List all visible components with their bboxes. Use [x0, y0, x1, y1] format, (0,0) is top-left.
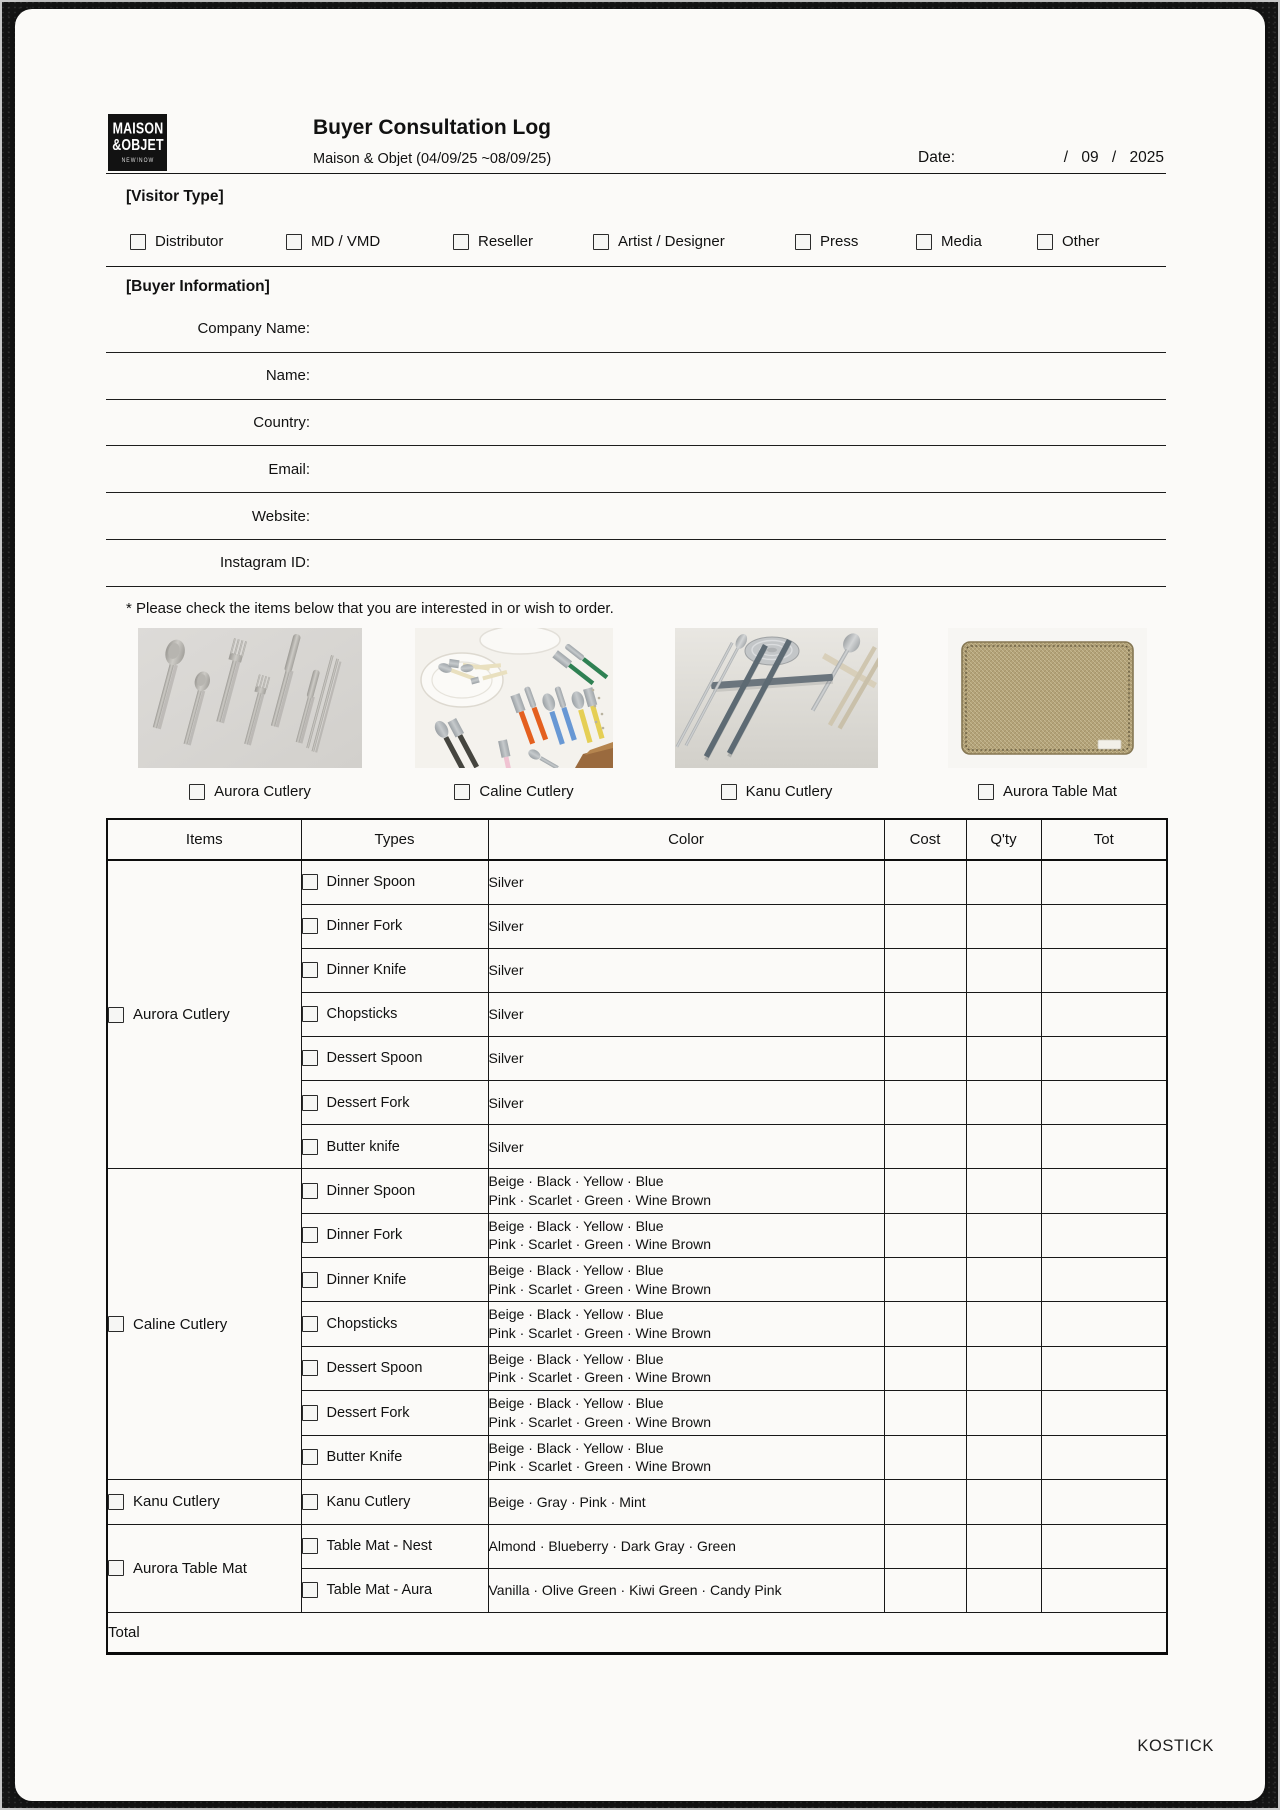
- cost-cell[interactable]: [884, 1391, 966, 1435]
- visitor-option-other[interactable]: [1037, 233, 1100, 250]
- type-dessert-fork-checkbox[interactable]: [302, 1095, 318, 1111]
- group-aurora-cutlery-checkbox[interactable]: [108, 1007, 124, 1023]
- tot-cell[interactable]: [1041, 1036, 1167, 1080]
- caline-cutlery-checkbox[interactable]: [454, 784, 470, 800]
- qty-cell[interactable]: [966, 1479, 1041, 1524]
- qty-cell[interactable]: [966, 1080, 1041, 1124]
- type-dinner-knife-checkbox[interactable]: [302, 962, 318, 978]
- type-dinner-fork-checkbox[interactable]: [302, 918, 318, 934]
- aurora-cutlery-photo: [138, 628, 362, 768]
- name-input-line[interactable]: [310, 353, 1166, 399]
- order-instructions-note: * Please check the items below that you are interested in or wish to order.: [126, 600, 614, 617]
- tot-cell[interactable]: [1041, 1213, 1167, 1257]
- cost-cell[interactable]: [884, 948, 966, 992]
- tot-cell[interactable]: [1041, 1169, 1167, 1213]
- maison-objet-logo: [108, 114, 167, 171]
- color-option-line: Silver: [488, 1006, 524, 1023]
- type-table-mat-nest-checkbox[interactable]: [302, 1538, 318, 1554]
- color-cell-dessert-fork: [488, 1391, 884, 1435]
- total-label: Total: [108, 1623, 140, 1641]
- type-cell-dinner-fork: [301, 904, 488, 948]
- buyer-field-label: Country:: [253, 413, 310, 431]
- visitor-option-label: Artist / Designer: [618, 233, 725, 250]
- visitor-option-artist-designer[interactable]: [593, 233, 725, 250]
- item-group-label: Aurora Table Mat: [133, 1559, 247, 1577]
- item-group-aurora-table-mat: [107, 1524, 301, 1612]
- item-group-label: Caline Cutlery: [133, 1315, 228, 1333]
- type-cell-dessert-spoon: [301, 1346, 488, 1390]
- color-option-line: Pink · Scarlet · Green · Wine Brown: [488, 1413, 712, 1430]
- logo-subtext: NEW!NOW: [121, 157, 154, 165]
- col-header-color: Color: [488, 819, 884, 860]
- cost-cell[interactable]: [884, 1346, 966, 1390]
- total-row: [107, 1612, 1167, 1653]
- email-input-line[interactable]: [310, 446, 1166, 492]
- color-cell-dessert-spoon: [488, 1346, 884, 1390]
- cost-cell[interactable]: [884, 1169, 966, 1213]
- tot-cell[interactable]: [1041, 1479, 1167, 1524]
- type-dinner-spoon-checkbox[interactable]: [302, 874, 318, 890]
- type-dessert-spoon-checkbox[interactable]: [302, 1050, 318, 1066]
- buyer-row-name: [106, 353, 1166, 400]
- cost-cell[interactable]: [884, 1524, 966, 1568]
- cost-cell[interactable]: [884, 1435, 966, 1479]
- buyer-row-instagram-id: [106, 540, 1166, 587]
- tot-cell[interactable]: [1041, 1346, 1167, 1390]
- group-kanu-cutlery-checkbox[interactable]: [108, 1494, 124, 1510]
- tot-cell[interactable]: [1041, 1125, 1167, 1169]
- color-option-line: Pink · Scarlet · Green · Wine Brown: [488, 1458, 712, 1475]
- type-label: Chopsticks: [326, 1006, 398, 1023]
- qty-cell[interactable]: [966, 1036, 1041, 1080]
- cost-cell[interactable]: [884, 1568, 966, 1612]
- visitor-option-label: MD / VMD: [311, 233, 381, 250]
- cost-cell[interactable]: [884, 1213, 966, 1257]
- tot-cell[interactable]: [1041, 1391, 1167, 1435]
- event-subtitle: Maison & Objet (04/09/25 ~08/09/25): [313, 151, 552, 167]
- visitor-option-media[interactable]: [916, 233, 982, 250]
- color-cell-dinner-spoon: [488, 860, 884, 904]
- type-chopsticks-checkbox[interactable]: [302, 1006, 318, 1022]
- tot-cell[interactable]: [1041, 948, 1167, 992]
- order-row-dinner-spoon: [107, 860, 1167, 904]
- date-value: / 09 / 2025: [1063, 149, 1164, 166]
- cost-cell[interactable]: [884, 992, 966, 1036]
- qty-cell[interactable]: [966, 1568, 1041, 1612]
- kanu-cutlery-checkbox[interactable]: [721, 784, 737, 800]
- buyer-row-website: [106, 493, 1166, 540]
- qty-cell[interactable]: [966, 860, 1041, 904]
- page-title: Buyer Consultation Log: [313, 116, 551, 139]
- type-label: Dessert Spoon: [326, 1050, 423, 1067]
- color-cell-butter-knife: [488, 1125, 884, 1169]
- item-group-aurora-cutlery: [107, 860, 301, 1169]
- kanu-cutlery-label: Kanu Cutlery: [745, 783, 833, 800]
- type-label: Table Mat - Aura: [326, 1582, 433, 1599]
- qty-cell[interactable]: [966, 1125, 1041, 1169]
- buyer-row-company-name: [106, 306, 1166, 353]
- buyer-row-email: [106, 446, 1166, 493]
- color-cell-butter-knife: [488, 1435, 884, 1479]
- visitor-option-distributor[interactable]: [130, 233, 223, 250]
- color-option-line: Pink · Scarlet · Green · Wine Brown: [488, 1280, 712, 1297]
- color-option-line: Beige · Black · Yellow · Blue: [488, 1306, 664, 1323]
- type-dinner-fork-checkbox[interactable]: [302, 1227, 318, 1243]
- color-cell-chopsticks: [488, 1302, 884, 1346]
- type-cell-chopsticks: [301, 992, 488, 1036]
- col-header-cost: Cost: [884, 819, 966, 860]
- type-label: Dessert Fork: [326, 1404, 410, 1421]
- visitor-option-md-vmd[interactable]: [286, 233, 380, 250]
- divider: [106, 266, 1166, 267]
- date-label: Date:: [918, 149, 956, 166]
- buyer-field-label: Instagram ID:: [219, 554, 310, 572]
- type-dinner-spoon-checkbox[interactable]: [302, 1183, 318, 1199]
- type-cell-table-mat-aura: [301, 1568, 488, 1612]
- visitor-option-reseller[interactable]: [453, 233, 533, 250]
- type-butter-knife-checkbox[interactable]: [302, 1139, 318, 1155]
- type-cell-dinner-spoon: [301, 1169, 488, 1213]
- tot-cell[interactable]: [1041, 1080, 1167, 1124]
- type-cell-kanu-cutlery: [301, 1479, 488, 1524]
- kanu-cutlery-photo: [675, 628, 878, 768]
- form-content: [106, 0, 1166, 1810]
- logo-text: MAISON: [112, 119, 163, 138]
- qty-cell[interactable]: [966, 1524, 1041, 1568]
- visitor-reseller-checkbox[interactable]: [453, 234, 469, 250]
- company-name-input-line[interactable]: [310, 306, 1166, 352]
- type-cell-butter-knife: [301, 1435, 488, 1479]
- tot-cell[interactable]: [1041, 860, 1167, 904]
- visitor-option-label: Press: [820, 233, 859, 250]
- item-group-label: Aurora Cutlery: [133, 1006, 230, 1024]
- type-label: Dinner Spoon: [326, 874, 416, 891]
- type-cell-dinner-knife: [301, 948, 488, 992]
- type-dessert-spoon-checkbox[interactable]: [302, 1360, 318, 1376]
- cost-cell[interactable]: [884, 904, 966, 948]
- kostick-brand: KOSTICK: [1137, 1737, 1214, 1755]
- type-cell-dinner-fork: [301, 1213, 488, 1257]
- type-cell-dessert-fork: [301, 1391, 488, 1435]
- type-label: Dessert Fork: [326, 1094, 410, 1111]
- cost-cell[interactable]: [884, 1302, 966, 1346]
- type-label: Chopsticks: [326, 1316, 398, 1333]
- type-label: Butter knife: [326, 1138, 400, 1155]
- type-butter-knife-checkbox[interactable]: [302, 1449, 318, 1465]
- divider: [106, 173, 1166, 174]
- item-group-caline-cutlery: [107, 1169, 301, 1480]
- logo-text: &OBJET: [111, 136, 164, 154]
- color-cell-dinner-knife: [488, 1257, 884, 1301]
- visitor-media-checkbox[interactable]: [916, 234, 932, 250]
- tot-cell[interactable]: [1041, 904, 1167, 948]
- type-cell-dessert-fork: [301, 1080, 488, 1124]
- type-label: Dinner Fork: [326, 918, 403, 935]
- visitor-distributor-checkbox[interactable]: [130, 234, 146, 250]
- color-option-line: Pink · Scarlet · Green · Wine Brown: [488, 1369, 712, 1386]
- order-row-table-mat-nest: [107, 1524, 1167, 1568]
- total-cell: [107, 1612, 1167, 1653]
- color-cell-dessert-fork: [488, 1080, 884, 1124]
- color-cell-dinner-fork: [488, 904, 884, 948]
- visitor-option-label: Distributor: [155, 233, 224, 250]
- type-cell-dinner-spoon: [301, 860, 488, 904]
- qty-cell[interactable]: [966, 1213, 1041, 1257]
- color-option-line: Pink · Scarlet · Green · Wine Brown: [488, 1325, 712, 1342]
- qty-cell[interactable]: [966, 1169, 1041, 1213]
- color-cell-dinner-knife: [488, 948, 884, 992]
- tot-cell[interactable]: [1041, 992, 1167, 1036]
- type-chopsticks-checkbox[interactable]: [302, 1316, 318, 1332]
- aurora-cutlery-label: Aurora Cutlery: [214, 783, 311, 800]
- tot-cell[interactable]: [1041, 1524, 1167, 1568]
- visitor-artist-designer-checkbox[interactable]: [593, 234, 609, 250]
- col-header-types: Types: [301, 819, 488, 860]
- buyer-field-label: Website:: [251, 507, 310, 525]
- item-group-label: Kanu Cutlery: [133, 1493, 220, 1511]
- qty-cell[interactable]: [966, 1346, 1041, 1390]
- tot-cell[interactable]: [1041, 1435, 1167, 1479]
- color-option-line: Silver: [488, 1094, 524, 1111]
- visitor-option-label: Other: [1062, 233, 1100, 250]
- cost-cell[interactable]: [884, 860, 966, 904]
- cost-cell[interactable]: [884, 1125, 966, 1169]
- kanu-cutlery-caption: [675, 783, 878, 800]
- qty-cell[interactable]: [966, 1435, 1041, 1479]
- type-kanu-cutlery-checkbox[interactable]: [302, 1494, 318, 1510]
- color-option-line: Silver: [488, 874, 524, 891]
- visitor-type-section-label: [Visitor Type]: [126, 188, 224, 205]
- type-label: Dinner Fork: [326, 1227, 403, 1244]
- visitor-option-label: Media: [941, 233, 982, 250]
- caline-cutlery-label: Caline Cutlery: [479, 783, 574, 800]
- type-dessert-fork-checkbox[interactable]: [302, 1405, 318, 1421]
- visitor-option-label: Reseller: [478, 233, 534, 250]
- type-label: Kanu Cutlery: [326, 1493, 411, 1510]
- group-caline-cutlery-checkbox[interactable]: [108, 1316, 124, 1332]
- aurora-table-mat-label: Aurora Table Mat: [1003, 783, 1117, 800]
- type-label: Dessert Spoon: [326, 1360, 423, 1377]
- type-label: Dinner Knife: [326, 962, 407, 979]
- color-option-line: Silver: [488, 1138, 524, 1155]
- order-row-dinner-spoon: [107, 1169, 1167, 1213]
- caline-cutlery-photo: [415, 628, 613, 768]
- type-cell-butter-knife: [301, 1125, 488, 1169]
- order-table: [106, 818, 1168, 1655]
- cost-cell[interactable]: [884, 1036, 966, 1080]
- type-label: Table Mat - Nest: [326, 1538, 433, 1555]
- type-label: Dinner Spoon: [326, 1182, 416, 1199]
- color-option-line: Almond · Blueberry · Dark Gray · Green: [488, 1538, 736, 1555]
- cost-cell[interactable]: [884, 1479, 966, 1524]
- type-label: Dinner Knife: [326, 1271, 407, 1288]
- buyer-info-section-label: [Buyer Information]: [126, 278, 270, 295]
- visitor-type-options: [106, 233, 1166, 253]
- color-option-line: Pink · Scarlet · Green · Wine Brown: [488, 1191, 712, 1208]
- buyer-field-label: Company Name:: [197, 320, 310, 338]
- aurora-cutlery-caption: [138, 783, 362, 800]
- color-cell-kanu-cutlery: [488, 1479, 884, 1524]
- color-option-line: Beige · Black · Yellow · Blue: [488, 1350, 664, 1367]
- color-option-line: Beige · Black · Yellow · Blue: [488, 1395, 664, 1412]
- buyer-field-label: Email:: [268, 460, 310, 478]
- aurora-table-mat-caption: [948, 783, 1147, 800]
- cost-cell[interactable]: [884, 1080, 966, 1124]
- buyer-field-label: Name:: [265, 367, 310, 385]
- type-dinner-knife-checkbox[interactable]: [302, 1272, 318, 1288]
- order-row-kanu-cutlery: [107, 1479, 1167, 1524]
- buyer-info-fields: [106, 306, 1166, 587]
- color-option-line: Beige · Black · Yellow · Blue: [488, 1439, 664, 1456]
- color-option-line: Beige · Gray · Pink · Mint: [488, 1493, 646, 1510]
- type-cell-chopsticks: [301, 1302, 488, 1346]
- type-table-mat-aura-checkbox[interactable]: [302, 1582, 318, 1598]
- color-cell-chopsticks: [488, 992, 884, 1036]
- tot-cell[interactable]: [1041, 1568, 1167, 1612]
- cost-cell[interactable]: [884, 1257, 966, 1301]
- website-input-line[interactable]: [310, 493, 1166, 539]
- aurora-cutlery-checkbox[interactable]: [189, 784, 205, 800]
- col-header-qty: Q'ty: [966, 819, 1041, 860]
- qty-cell[interactable]: [966, 1302, 1041, 1346]
- type-cell-dessert-spoon: [301, 1036, 488, 1080]
- qty-cell[interactable]: [966, 992, 1041, 1036]
- color-option-line: Silver: [488, 962, 524, 979]
- color-cell-dinner-spoon: [488, 1169, 884, 1213]
- color-cell-dinner-fork: [488, 1213, 884, 1257]
- qty-cell[interactable]: [966, 1391, 1041, 1435]
- color-cell-table-mat-nest: [488, 1524, 884, 1568]
- type-cell-dinner-knife: [301, 1257, 488, 1301]
- color-option-line: Silver: [488, 918, 524, 935]
- color-option-line: Vanilla · Olive Green · Kiwi Green · Candy Pink: [488, 1582, 782, 1599]
- visitor-other-checkbox[interactable]: [1037, 234, 1053, 250]
- color-option-line: Beige · Black · Yellow · Blue: [488, 1262, 664, 1279]
- color-option-line: Beige · Black · Yellow · Blue: [488, 1217, 664, 1234]
- caline-cutlery-caption: [415, 783, 613, 800]
- group-aurora-table-mat-checkbox[interactable]: [108, 1560, 124, 1576]
- instagram-id-input-line[interactable]: [310, 540, 1166, 586]
- color-cell-table-mat-aura: [488, 1568, 884, 1612]
- visitor-md-vmd-checkbox[interactable]: [286, 234, 302, 250]
- visitor-press-checkbox[interactable]: [795, 234, 811, 250]
- type-label: Butter Knife: [326, 1449, 403, 1466]
- aurora-table-mat-checkbox[interactable]: [978, 784, 994, 800]
- tot-cell[interactable]: [1041, 1302, 1167, 1346]
- type-cell-table-mat-nest: [301, 1524, 488, 1568]
- color-option-line: Beige · Black · Yellow · Blue: [488, 1173, 664, 1190]
- buyer-row-country: [106, 400, 1166, 447]
- order-table-header-row: [107, 819, 1167, 860]
- col-header-items: Items: [107, 819, 301, 860]
- col-header-tot: Tot: [1041, 819, 1167, 860]
- country-input-line[interactable]: [310, 400, 1166, 446]
- tot-cell[interactable]: [1041, 1257, 1167, 1301]
- color-option-line: Pink · Scarlet · Green · Wine Brown: [488, 1236, 712, 1253]
- item-group-kanu-cutlery: [107, 1479, 301, 1524]
- qty-cell[interactable]: [966, 948, 1041, 992]
- visitor-option-press[interactable]: [795, 233, 858, 250]
- qty-cell[interactable]: [966, 1257, 1041, 1301]
- aurora-table-mat-photo: [948, 628, 1147, 768]
- color-cell-dessert-spoon: [488, 1036, 884, 1080]
- qty-cell[interactable]: [966, 904, 1041, 948]
- color-option-line: Silver: [488, 1050, 524, 1067]
